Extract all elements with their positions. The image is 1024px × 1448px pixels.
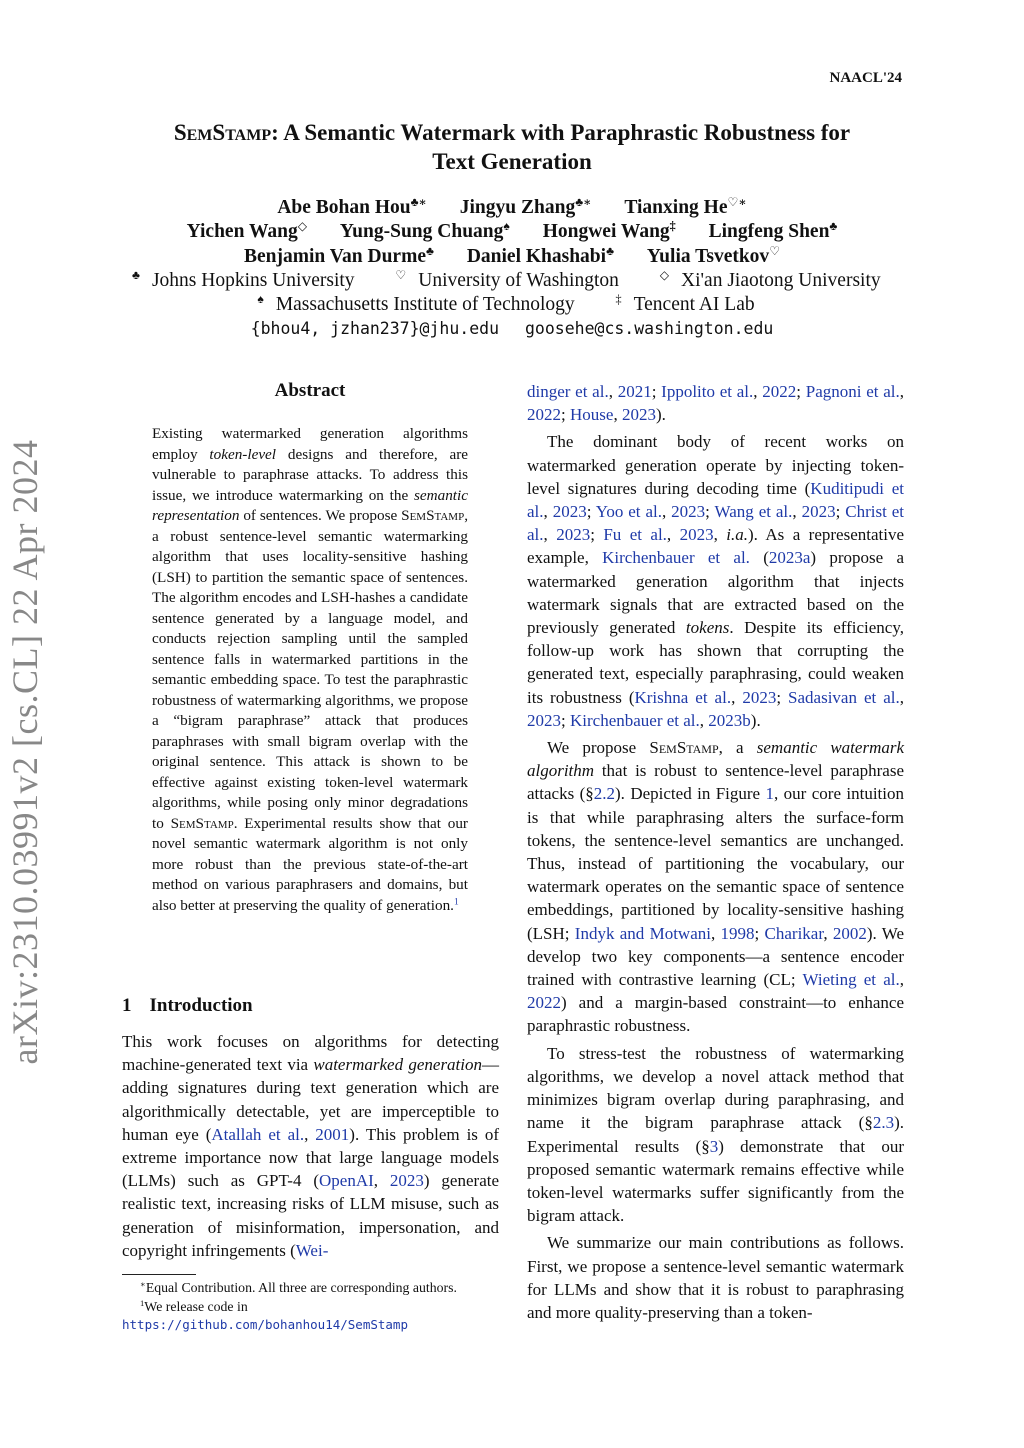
- citation-link[interactable]: 2001: [315, 1124, 350, 1144]
- arxiv-identifier: arXiv:2310.03991v2 [cs.CL] 22 Apr 2024: [5, 439, 45, 1065]
- paper-title: [120, 118, 904, 176]
- citation-link[interactable]: 2023b: [708, 710, 751, 730]
- abstract-body: Existing watermarked generation algorithms employ token-level designs and therefore, are vulnerable to paraphrase attacks. To address this issue, we introduce watermarking on the semantic representation of sentences. We propose SemStamp, a robust sentence-level semantic watermarking algorithm that uses locality-sensitive hashing (LSH) to partition the semantic space of sentences. The algorithm encodes and LSH-hashes a candidate sentence generated by a language model, and conducts rejection sampling until the sampled sentence falls in watermarked partitions in the semantic embedding space. To test the paraphrastic robustness of watermarking algorithms, we propose a “bigram paraphrase” attack that produces paraphrases with small bigram overlap with the original sentence. This attack is shown to be effective against existing token-level watermark algorithms, while posing only minor degradations to SemStamp. Experimental results show that our novel semantic watermark algorithm is not only more robust than the previous state-of-the-art method on various paraphrasers and domains, but also better at preserving the quality of generation.$^1$: [152, 425, 468, 914]
- email-row: [120, 317, 904, 341]
- introduction-paragraph: This work focuses on algorithms for detecting machine-generated text via watermarked generation—adding signatures during text generation which are algorithmically detectable, yet are imperceptible to human eye (Atallah et al., 2001). This problem is of extreme importance now that large language models (LLMs) such as GPT-4 (OpenAI, 2023) generate realistic text, increasing risks of LLM misuse, such as generation of misinformation, impersonation, and copyright infringements (Wei-: [122, 1032, 500, 1260]
- affiliation-row-1: [120, 269, 904, 293]
- citation-link[interactable]: Kirchenbauer et al.: [569, 710, 700, 730]
- citation-link[interactable]: 2023: [527, 710, 561, 730]
- title-system-name: SemStamp: [173, 120, 272, 145]
- section-ref-link[interactable]: 2.2: [593, 784, 616, 804]
- citation-link[interactable]: Krishna et al.: [634, 687, 732, 707]
- author: Daniel Khashabi♣: [466, 243, 615, 267]
- email-address: goosehe@cs.washington.edu: [524, 319, 774, 339]
- author: Lingfeng Shen♣: [708, 219, 838, 243]
- author: Yung-Sung Chuang♠: [339, 219, 510, 243]
- paragraph-proposal: We propose SemStamp, a semantic watermark algorithm that is robust to sentence-level paraphrase attacks (§2.2). Depicted in Figure 1, our core intuition is that while paraphrasing alters the surface-form tokens, the sentence-level semantics are unchanged. Thus, instead of partitioning the vocabulary, our watermark operates on the semantic space of sentence embeddings, partitioned by locality-sensitive hashing (LSH; Indyk and Motwani, 1998; Charikar, 2002). We develop two key components—a sentence encoder trained with contrastive learning (CL; Wieting et al., 2022) and a margin-based constraint—to enhance paraphrastic robustness.: [527, 738, 905, 1036]
- citation-link[interactable]: Wang et al.: [714, 502, 793, 522]
- citation-link[interactable]: 2022: [527, 405, 561, 425]
- citation-link[interactable]: OpenAI: [319, 1171, 374, 1191]
- affiliation: ◇ Xi'an Jiaotong University: [659, 267, 881, 291]
- citation-link[interactable]: Wei-: [295, 1240, 329, 1260]
- citation-link[interactable]: 2023: [556, 525, 591, 545]
- section-ref-link[interactable]: 2.3: [872, 1113, 895, 1133]
- paragraph-prior-work: The dominant body of recent works on watermarked generation operate by injecting token-level signatures during decoding time (Kuditipudi et al., 2023; Yoo et al., 2023; Wang et al., 2023; Christ et al., 2023; Fu et al., 2023, i.a.). As a representative example, Kirchenbauer et al. (2023a) propose a watermarked generation algorithm that injects watermark signals that are extracted based on the previously generated tokens. Despite its efficiency, follow-up work has shown that corrupting the generated text, especially paraphrasing, could weaken its robustness (Krishna et al., 2023; Sadasivan et al., 2023; Kirchenbauer et al., 2023b).: [527, 432, 905, 730]
- citation-link[interactable]: 2023: [742, 687, 777, 707]
- citation-link[interactable]: Ippolito et al.: [661, 382, 754, 401]
- footnotes: [122, 1279, 499, 1335]
- email-address: {bhou4, jzhan237}@jhu.edu: [250, 319, 500, 339]
- author: Yulia Tsvetkov♡: [646, 243, 781, 267]
- citation-link[interactable]: 2023a: [768, 548, 811, 568]
- abstract-heading: Abstract: [274, 380, 346, 401]
- paragraph-contributions: We summarize our main contributions as follows. First, we propose a sentence-level semantic watermark for LLMs and show that it is robust to paraphrasing and more quality-preserving than a token-: [527, 1233, 904, 1322]
- code-url-link[interactable]: https://github.com/bohanhou14/SemStamp: [122, 1317, 408, 1332]
- affiliation-row-2: [120, 293, 904, 317]
- citation-link[interactable]: 2023: [679, 525, 714, 545]
- footnote-ref[interactable]: 1: [453, 896, 459, 907]
- citation-link[interactable]: 2021: [617, 382, 652, 401]
- citation-link[interactable]: 2023: [389, 1171, 424, 1191]
- author: Hongwei Wang‡: [542, 219, 676, 243]
- figure-ref-link[interactable]: 1: [765, 784, 775, 804]
- author-block: [120, 196, 904, 342]
- footnote-divider: [122, 1274, 196, 1275]
- author-row-1: [120, 196, 904, 220]
- affiliation: ♠ Massachusetts Institute of Technology: [257, 291, 575, 316]
- citation-link[interactable]: Yoo et al.: [595, 502, 662, 522]
- title-line-2: Text Generation: [432, 149, 592, 174]
- citation-link[interactable]: Atallah et al.: [211, 1124, 305, 1144]
- venue-label: NAACL'24: [829, 70, 902, 86]
- affiliation: ♣ Johns Hopkins University: [132, 267, 355, 291]
- author: Jingyu Zhang♣∗: [459, 194, 592, 218]
- citation-link[interactable]: Pagnoni et al.: [805, 382, 900, 401]
- arxiv-identifier-margin: [0, 439, 50, 1065]
- author: Benjamin Van Durme♣: [243, 243, 434, 267]
- citation-link[interactable]: 1998: [720, 923, 755, 943]
- affiliation: ‡ Tencent AI Lab: [615, 291, 755, 316]
- citation-link[interactable]: House: [569, 405, 614, 425]
- citation-link[interactable]: 2023: [671, 502, 706, 522]
- citation-link[interactable]: Fu et al.: [603, 525, 667, 545]
- author: Abe Bohan Hou♣∗: [277, 194, 427, 218]
- citation-link[interactable]: 2002: [832, 923, 867, 943]
- citation-link[interactable]: Indyk and Motwani: [574, 923, 711, 943]
- citation-link[interactable]: 2022: [762, 382, 797, 401]
- citation-link[interactable]: Kirchenbauer et al.: [602, 548, 750, 568]
- author: Tianxing He♡∗: [624, 194, 747, 218]
- title-rest: : A Semantic Watermark with Paraphrastic Robustness for: [271, 120, 851, 145]
- footnote-code-release: $^1$We release code in https://github.com/bohanhou14/SemStamp: [122, 1297, 408, 1332]
- citation-link[interactable]: Kuditipudi et al.: [527, 478, 904, 522]
- citation-link[interactable]: dinger et al.: [527, 382, 609, 401]
- citation-link[interactable]: Charikar: [764, 923, 824, 943]
- author-row-3: [120, 245, 904, 269]
- affiliation: ♡ University of Washington: [395, 267, 619, 291]
- section-heading-introduction: 1 Introduction: [122, 995, 253, 1016]
- author: Yichen Wang◇: [186, 219, 308, 243]
- citation-link[interactable]: 2023: [621, 405, 656, 425]
- citation-link[interactable]: Sadasivan et al.: [788, 687, 900, 707]
- citation-link[interactable]: 2022: [527, 993, 561, 1013]
- paragraph-continuation: dinger et al., 2021; Ippolito et al., 2022; Pagnoni et al., 2022; House, 2023).: [527, 382, 904, 425]
- citation-link[interactable]: Christ et al.: [527, 502, 905, 545]
- section-ref-link[interactable]: 3: [709, 1136, 719, 1156]
- citation-link[interactable]: 2023: [552, 502, 587, 522]
- citation-link[interactable]: 2023: [801, 502, 836, 522]
- right-column: [527, 380, 904, 1328]
- author-row-2: [120, 220, 904, 244]
- footnote-equal-contribution: ∗Equal Contribution. All three are corresponding authors.: [140, 1278, 457, 1295]
- paragraph-attack: To stress-test the robustness of watermarking algorithms, we develop a novel attack method that minimizes bigram overlap during paraphrasing, and name it the bigram paraphrase attack (§2.3). Experimental results (§3) demonstrate that our proposed semantic watermark remains effective while token-level watermarks suffer significantly from the bigram attack.: [527, 1043, 904, 1226]
- citation-link[interactable]: Wieting et al.: [802, 970, 900, 990]
